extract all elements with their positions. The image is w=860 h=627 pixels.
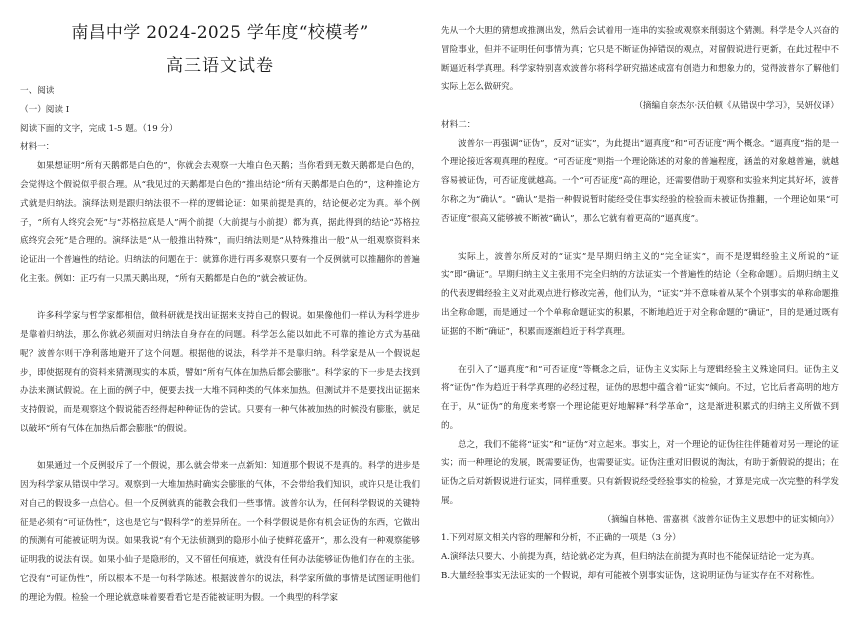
material-one-continuation: 先从一个大胆的猜想或推测出发，然后会试着用一连串的实验或观察来削弱这个猜测。科学是令人兴奋的冒险事业，但并不证明任何事情为真；它只是不断证伪掉错误的观点，对留假说进行更新，在此过程中不断逼近科学真理。科学家特别喜欢波普尔将科学研究描述成富有创造力和想象力的，觉得波普尔了解他们实际上怎么做研究。 <box>441 26 839 93</box>
subsection-heading: （一）阅读 I <box>20 104 70 115</box>
material-two-paragraph-2: 实际上，波普尔所反对的“证实”是早期归纳主义的“完全证实”，而不是逻辑经验主义所说的“证实”即“确证”。早期归纳主义主张用不完全归纳的方法证实一个普遍性的结论（全称命题）。后期归纳主义的代表逻辑经验主义对此观点进行修改完善，他们认为，“证实”并不意味着从某个个别事实的单称命题推出全称命题，而是通过一个个单称命题证实的积累，不断地趋近于对全称命题的“确证”，目的是通过既有证据的不断“确证”，积累而逐渐趋近于科学真理。 <box>441 251 839 337</box>
exam-subtitle: 高三语文试卷 <box>166 56 274 76</box>
material-two-source: （摘编自林艳、雷嘉祺《波普尔证伪主义思想中的证实倾向》） <box>602 514 839 525</box>
material-two-paragraph-3: 在引入了“逼真度”和“可否证度”等概念之后，证伪主义实际上与逻辑经验主义殊途同归。证伪主义将“证伪”作为趋近于科学真理的必经过程，证伪的思想中蕴含着“证实”倾向。不过，它比后者高明的地方在于，从“证伪”的角度来考察一个理论能更好地解释“科学革命”，这是渐进积累式的归纳主义所做不到的。 <box>441 364 839 431</box>
material-one-label: 材料一： <box>20 142 55 153</box>
material-two-label: 材料二： <box>441 119 476 130</box>
material-one-paragraph-1: 如果想证明“所有天鹅都是白色的”，你就会去观察一大堆白色天鹅；当你看到无数天鹅都是白色的，会觉得这个假说似乎很合理。从“我见过的天鹅都是白色的”推出结论“所有天鹅都是白色的”，这种推论方式就是归纳法。演绎法则是跟归纳法很不一样的逻辑论证：如果前提是真的，结论便必定为真。举个例子，“所有人终究会死”与“苏格拉底是人”两个前提（大前提与小前提）都为真，据此得到的结论“苏格拉底终究会死”是合理的。演绎法是“从一般推出特殊”，而归纳法则是“从特殊推出一般”从一组观察资料来论证出一个普遍性的结论。归纳法的问题在于：就算你进行再多观察只要有一个反例就可以推翻你的普遍化主张。例如：正巧有一只黑天鹅出现，“所有天鹅都是白色的”就会被证伪。 <box>20 161 420 284</box>
material-one-paragraph-3: 如果通过一个反例驳斥了一个假说，那么就会带来一点新知：知道那个假说不是真的。科学的进步是因为科学家从错误中学习。观察到一大堆加热时确实会膨胀的气体，不会带给我们知识，或许只是让我们对自己的假设多一点信心。但一个反例就真的能教会我们一些事情。波普尔认为，任何科学假说的关键特征是必须有“可证伪性”，这也是它与“假科学”的差异所在。一个科学假说是你有机会证伪的东西，它做出的预测有可能被证明为误。如果我说“有个无法侦测到的隐形小仙子使鲜花盛开”，那么没有一种观察能够证明我的说法有误。如果小仙子是隐形的，又不留任何痕迹，就没有任何办法能够证伪他们存在的主张。它没有“可证伪性”，所以根本不是一句科学陈述。根据波普尔的说法，科学家所做的事情是试图证明他们的理论为假。检验一个理论就意味着要看看它是否能被证明为假。一个典型的科学家 <box>20 461 420 603</box>
question-1-stem: 1.下列对原文相关内容的理解和分析，不正确的一项是（3 分） <box>441 533 681 544</box>
material-one-paragraph-2: 许多科学家与哲学家都相信，做科研就是找出证据来支持自己的假说。如果像他们一样认为科学进步是靠着归纳法，那么你就必须面对归纳法自身存在的问题。科学怎么能以如此不可靠的推论方式为基础呢？波普尔则干净利落地避开了这个问题。根据他的说法，科学并不是靠归纳。科学家是从一个假说起步，即使据现有的资料来猜测现实的本质，譬如“所有气体在加热后都会膨胀”。科学家的下一步是去找到办法来测试假说。在上面的例子中，便要去找一大堆不同种类的气体来加热。但测试并不是要找出证据来支持假说，而是观察这个假说能否经得起种种证伪的尝试。只要有一种气体被加热的时候没有膨胀，就足以破坏“所有气体在加热后都会膨胀”的假说。 <box>20 311 420 434</box>
left-column <box>20 0 420 627</box>
question-1-option-a: A.演绎法只要大、小前提为真，结论就必定为真，但归纳法在前提为真时也不能保证结论一定为真。 <box>441 552 820 563</box>
exam-title: 南昌中学 2024-2025 学年度“校模考” <box>71 23 369 43</box>
instruction-text: 阅读下面的文字，完成 1-5 题。（19 分） <box>20 123 178 134</box>
question-1-option-b: B.大量经验事实无法证实的一个假说，却有可能被个别事实证伪，这说明证伪与证实存在不对称性。 <box>441 570 820 581</box>
right-column <box>441 0 839 586</box>
material-two-paragraph-4: 总之，我们不能将“证实”和“证伪”对立起来。事实上，对一个理论的证伪往往伴随着对另一理论的证实；而一种理论的发展，既需要证伪，也需要证实。证伪注重对旧假说的淘汰，有助于新假说的提出；在证伪之后对新假说进行证实，同样重要。只有新假说经受经验事实的检验，才算是完成一次完整的科学发展。 <box>441 439 839 506</box>
material-two-paragraph-1: 波普尔一再强调“证伪”，反对“证实”，为此提出“逼真度”和“可否证度”两个概念。“逼真度”指的是一个理论接近客观真理的程度。“可否证度”则指一个理论陈述的对象的普遍程度，涵盖的对象越普遍，就越容易被证伪，可否证度就越高。一个“可否证度”高的理论，还需要借助于观察和实验来判定其好坏，波普尔称之为“确认”。“确认”是指一种假说暂时能经受住事实经验的检验而未被证伪推翻，一个理论如果“可否证度”很高又能够被不断被“确认”，那么它就有着更高的“逼真度”。 <box>441 138 839 224</box>
section-heading: 一、阅读 <box>20 86 55 96</box>
material-one-source: （摘编自奈杰尔·沃伯顿《从错误中学习》，吴妍仪译） <box>634 101 839 111</box>
